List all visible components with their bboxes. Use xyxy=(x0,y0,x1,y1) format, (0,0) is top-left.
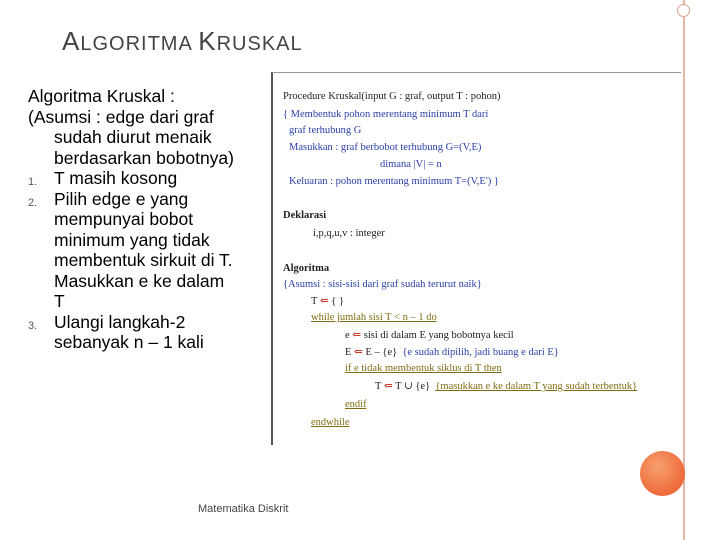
code-line: T ⇐ { } xyxy=(311,296,345,307)
code-line: dimana |V| = n xyxy=(380,159,442,170)
code-line: e ⇐ sisi di dalam E yang bobotnya kecil xyxy=(345,330,514,341)
left-arrow-icon: ⇐ xyxy=(352,330,362,341)
list-item: 2. Pilih edge e yang mempunyai bobot minimum yang tidak membentuk sirkuit di T. Masukkan e ke dalam T xyxy=(28,188,233,311)
list-item: 3. Ulangi langkah-2 sebanyak n – 1 kali xyxy=(28,311,204,352)
code-line: if e tidak membentuk siklus di T then xyxy=(345,363,502,374)
intro-line: (Asumsi : edge dari graf xyxy=(28,106,214,127)
orange-circle-ornament xyxy=(640,451,685,496)
list-number: 2. xyxy=(28,196,38,209)
code-line: { Membentuk pohon merentang minimum T dari xyxy=(283,109,489,120)
code-line: while jumlah sisi T < n – 1 do xyxy=(311,312,437,323)
list-number: 3. xyxy=(28,319,38,332)
intro-line: berdasarkan bobotnya) xyxy=(54,147,234,168)
intro-line: sudah diurut menaik xyxy=(54,127,212,147)
page-title: ALGORITMA KRUSKAL xyxy=(62,26,303,56)
code-line: {Asumsi : sisi-sisi dari graf sudah terurut naik} xyxy=(283,279,482,290)
list-item: 1. T masih kosong xyxy=(28,168,264,189)
code-line: Masukkan : graf berbobot terhubung G=(V,E) xyxy=(289,142,482,153)
list-number: 1. xyxy=(28,176,38,188)
code-line: Keluaran : pohon merentang minimum T=(V,E') } xyxy=(289,176,499,187)
code-line: graf terhubung G xyxy=(289,125,362,136)
left-arrow-icon: ⇐ xyxy=(354,347,363,358)
code-line: i,p,q,u,v : integer xyxy=(313,228,385,239)
code-line: E ⇐ E – {e} {e sudah dipilih, jadi buang e dari E} xyxy=(345,347,559,358)
code-line: endwhile xyxy=(311,417,350,428)
code-line: Deklarasi xyxy=(283,210,327,221)
top-circle-ornament xyxy=(677,4,690,17)
code-line: T ⇐ T ∪ {e} {masukkan e ke dalam T yang sudah terbentuk} xyxy=(375,381,638,392)
right-border-line xyxy=(683,0,685,540)
footer-text: Matematika Diskrit xyxy=(198,503,289,515)
left-arrow-icon: ⇐ xyxy=(319,296,329,307)
left-arrow-icon: ⇐ xyxy=(383,381,393,392)
pseudocode-image xyxy=(271,72,681,445)
bullet-list xyxy=(28,86,264,353)
code-line: Procedure Kruskal(input G : graf, output T : pohon) xyxy=(283,91,501,102)
code-line: endif xyxy=(345,399,367,410)
intro-line: Algoritma Kruskal : xyxy=(28,86,175,106)
code-line: Algoritma xyxy=(283,263,330,274)
